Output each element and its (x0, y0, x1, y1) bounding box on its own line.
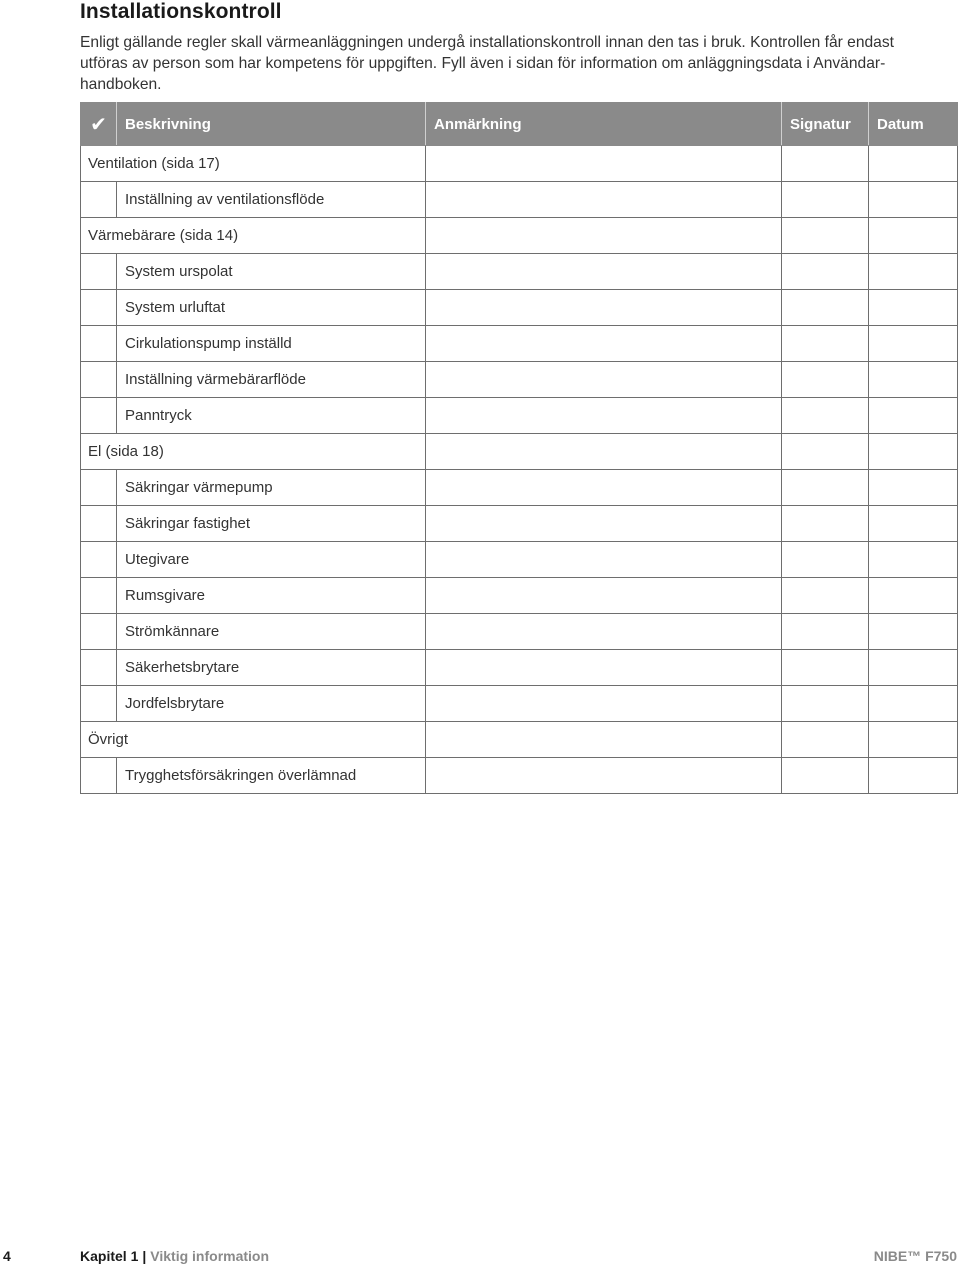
section-label: Övrigt (81, 722, 426, 758)
chapter-reference (80, 1248, 269, 1264)
date-cell[interactable] (869, 686, 958, 722)
signature-cell[interactable] (782, 722, 869, 758)
date-cell[interactable] (869, 506, 958, 542)
checklist-row (81, 254, 958, 290)
remark-cell[interactable] (426, 398, 782, 434)
remark-cell[interactable] (426, 326, 782, 362)
signature-cell[interactable] (782, 686, 869, 722)
check-cell[interactable] (81, 398, 117, 434)
intro-line: handboken. (80, 76, 162, 93)
section-row (81, 434, 958, 470)
table-body (81, 146, 958, 794)
date-cell[interactable] (869, 182, 958, 218)
signature-cell[interactable] (782, 614, 869, 650)
signature-cell[interactable] (782, 434, 869, 470)
signature-cell[interactable] (782, 470, 869, 506)
signature-cell[interactable] (782, 578, 869, 614)
remark-cell[interactable] (426, 146, 782, 182)
page-number: 4 (3, 1248, 11, 1264)
item-label: Jordfelsbrytare (117, 686, 426, 722)
check-cell[interactable] (81, 542, 117, 578)
item-label: Utegivare (117, 542, 426, 578)
signature-cell[interactable] (782, 290, 869, 326)
intro-paragraph (80, 32, 960, 95)
intro-line: utföras av person som har kompetens för uppgiften. Fyll även i sidan för information om anläggningsdata i Användar- (80, 55, 886, 72)
checklist-row (81, 290, 958, 326)
signature-cell[interactable] (782, 254, 869, 290)
remark-cell[interactable] (426, 758, 782, 794)
remark-cell[interactable] (426, 254, 782, 290)
checklist-row (81, 686, 958, 722)
remark-cell[interactable] (426, 470, 782, 506)
item-label: Säkringar fastighet (117, 506, 426, 542)
signature-cell[interactable] (782, 506, 869, 542)
remark-cell[interactable] (426, 686, 782, 722)
check-cell[interactable] (81, 578, 117, 614)
checklist-row (81, 470, 958, 506)
item-label: Säkerhetsbrytare (117, 650, 426, 686)
section-row (81, 218, 958, 254)
column-header-anmarkning: Anmärkning (426, 103, 782, 146)
section-label: El (sida 18) (81, 434, 426, 470)
checkmark-icon: ✔ (81, 103, 117, 146)
checklist-row (81, 578, 958, 614)
signature-cell[interactable] (782, 362, 869, 398)
date-cell[interactable] (869, 650, 958, 686)
check-cell[interactable] (81, 326, 117, 362)
checklist-row (81, 398, 958, 434)
checklist-row (81, 362, 958, 398)
chapter-label: Kapitel 1 (80, 1248, 139, 1264)
section-label: Ventilation (sida 17) (81, 146, 426, 182)
remark-cell[interactable] (426, 506, 782, 542)
date-cell[interactable] (869, 146, 958, 182)
date-cell[interactable] (869, 290, 958, 326)
section-label: Värmebärare (sida 14) (81, 218, 426, 254)
checklist-row (81, 182, 958, 218)
checklist-row (81, 326, 958, 362)
item-label: Rumsgivare (117, 578, 426, 614)
date-cell[interactable] (869, 326, 958, 362)
checklist-row (81, 650, 958, 686)
date-cell[interactable] (869, 434, 958, 470)
check-cell[interactable] (81, 182, 117, 218)
remark-cell[interactable] (426, 362, 782, 398)
installation-checklist-table (80, 102, 958, 794)
column-header-datum: Datum (869, 103, 958, 146)
item-label: Cirkulationspump inställd (117, 326, 426, 362)
signature-cell[interactable] (782, 758, 869, 794)
item-label: Panntryck (117, 398, 426, 434)
column-header-signatur: Signatur (782, 103, 869, 146)
chapter-title: Viktig information (150, 1248, 270, 1264)
section-row (81, 146, 958, 182)
signature-cell[interactable] (782, 146, 869, 182)
column-header-beskrivning: Beskrivning (117, 103, 426, 146)
remark-cell[interactable] (426, 614, 782, 650)
date-cell[interactable] (869, 614, 958, 650)
remark-cell[interactable] (426, 542, 782, 578)
page-title: Installationskontroll (80, 0, 282, 23)
item-label: Strömkännare (117, 614, 426, 650)
item-label: System urluftat (117, 290, 426, 326)
date-cell[interactable] (869, 722, 958, 758)
table-header-row (81, 103, 958, 146)
item-label: Trygghetsförsäkringen överlämnad (117, 758, 426, 794)
item-label: Säkringar värmepump (117, 470, 426, 506)
check-cell[interactable] (81, 506, 117, 542)
check-cell[interactable] (81, 362, 117, 398)
chapter-separator: | (142, 1248, 147, 1264)
remark-cell[interactable] (426, 218, 782, 254)
check-cell[interactable] (81, 686, 117, 722)
signature-cell[interactable] (782, 398, 869, 434)
item-label: Inställning värmebärarflöde (117, 362, 426, 398)
check-cell[interactable] (81, 650, 117, 686)
checklist-row (81, 542, 958, 578)
signature-cell[interactable] (782, 182, 869, 218)
item-label: Inställning av ventilationsflöde (117, 182, 426, 218)
page-footer (0, 1248, 960, 1268)
intro-line: Enligt gällande regler skall värmeanläggningen undergå installationskontroll innan den tas i bruk. Kontrollen får endast (80, 34, 894, 51)
date-cell[interactable] (869, 254, 958, 290)
signature-cell[interactable] (782, 650, 869, 686)
remark-cell[interactable] (426, 722, 782, 758)
remark-cell[interactable] (426, 434, 782, 470)
check-cell[interactable] (81, 254, 117, 290)
remark-cell[interactable] (426, 578, 782, 614)
date-cell[interactable] (869, 578, 958, 614)
date-cell[interactable] (869, 398, 958, 434)
check-cell[interactable] (81, 758, 117, 794)
signature-cell[interactable] (782, 326, 869, 362)
date-cell[interactable] (869, 470, 958, 506)
check-cell[interactable] (81, 290, 117, 326)
date-cell[interactable] (869, 758, 958, 794)
product-name: NIBE™ F750 (873, 1248, 957, 1264)
check-cell[interactable] (81, 470, 117, 506)
signature-cell[interactable] (782, 542, 869, 578)
date-cell[interactable] (869, 542, 958, 578)
section-row (81, 722, 958, 758)
date-cell[interactable] (869, 218, 958, 254)
checklist-row (81, 614, 958, 650)
checklist-row (81, 506, 958, 542)
remark-cell[interactable] (426, 650, 782, 686)
remark-cell[interactable] (426, 290, 782, 326)
signature-cell[interactable] (782, 218, 869, 254)
checklist-row (81, 758, 958, 794)
remark-cell[interactable] (426, 182, 782, 218)
item-label: System urspolat (117, 254, 426, 290)
check-cell[interactable] (81, 614, 117, 650)
date-cell[interactable] (869, 362, 958, 398)
